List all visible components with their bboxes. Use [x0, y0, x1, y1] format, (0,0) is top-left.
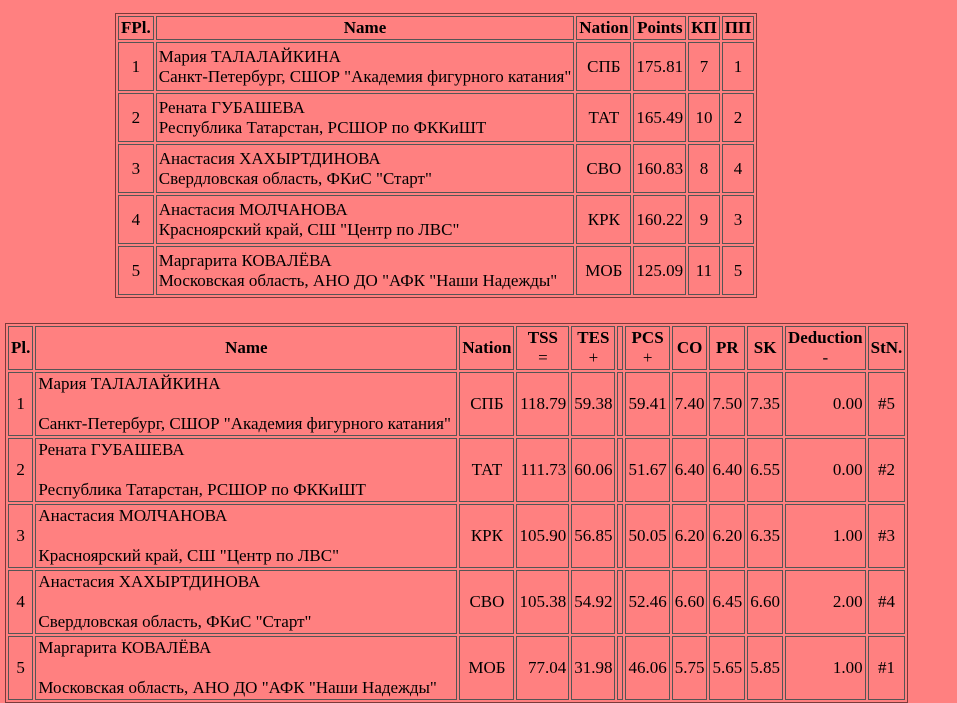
athlete-name: Рената ГУБАШЕВА — [38, 440, 185, 459]
co-cell: 6.40 — [672, 438, 708, 502]
sk-cell: 7.35 — [747, 372, 783, 436]
header-pl: Pl. — [8, 326, 33, 370]
athlete-name: Мария ТАЛАЛАЙКИНА — [158, 46, 341, 66]
pr-cell: 7.50 — [709, 372, 745, 436]
athlete-club: Санкт-Петербург, СШОР "Академия фигурного катания" — [158, 66, 572, 86]
header-deduction-label: Deduction — [787, 328, 863, 347]
table-row — [118, 144, 754, 193]
athlete-club: Красноярский край, СШ "Центр по ЛВС" — [158, 219, 460, 239]
athlete-club: Свердловская область, ФКиС "Старт" — [158, 168, 432, 188]
header-deduction-sign: - — [822, 348, 829, 367]
points-cell: 175.81 — [633, 42, 686, 91]
header-nation: Nation — [576, 16, 631, 40]
table-row — [118, 93, 754, 142]
header-pcs-label: PCS — [631, 328, 664, 347]
nation-cell: СВО — [459, 570, 514, 634]
athlete-club: Красноярский край, СШ "Центр по ЛВС" — [38, 546, 340, 565]
athlete-cell — [156, 93, 575, 142]
header-sk: SK — [747, 326, 783, 370]
sk-cell: 6.60 — [747, 570, 783, 634]
athlete-name: Маргарита КОВАЛЁВА — [38, 638, 212, 657]
nation-cell: МОБ — [576, 246, 631, 295]
nation-cell: ТАТ — [576, 93, 631, 142]
athlete-name: Анастасия МОЛЧАНОВА — [158, 199, 348, 219]
athlete-name: Анастасия МОЛЧАНОВА — [38, 506, 228, 525]
co-cell: 6.60 — [672, 570, 708, 634]
co-cell: 6.20 — [672, 504, 708, 568]
header-pcs — [625, 326, 669, 370]
pr-cell: 6.20 — [709, 504, 745, 568]
place-cell: 3 — [118, 144, 154, 193]
pp-cell: 1 — [722, 42, 754, 91]
nation-cell: СПБ — [459, 372, 514, 436]
header-row — [8, 326, 905, 370]
athlete-club: Санкт-Петербург, СШОР "Академия фигурного катания" — [38, 414, 451, 433]
athlete-cell — [156, 195, 575, 244]
deduction-cell: 0.00 — [785, 372, 866, 436]
place-cell: 5 — [118, 246, 154, 295]
athlete-club: Свердловская область, ФКиС "Старт" — [38, 612, 312, 631]
kp-cell: 9 — [688, 195, 720, 244]
nation-cell: ТАТ — [459, 438, 514, 502]
header-fpl: FPl. — [118, 16, 154, 40]
header-tss-label: TSS — [527, 328, 558, 347]
header-co: CO — [672, 326, 708, 370]
place-cell: 4 — [8, 570, 33, 634]
place-cell: 5 — [8, 636, 33, 700]
start-number-cell: #2 — [868, 438, 906, 502]
place-cell: 3 — [8, 504, 33, 568]
separator-cell — [617, 372, 623, 436]
header-kp: КП — [688, 16, 720, 40]
header-pp: ПП — [722, 16, 754, 40]
points-cell: 160.22 — [633, 195, 686, 244]
athlete-name: Анастасия ХАХЫРТДИНОВА — [38, 572, 261, 591]
deduction-cell: 1.00 — [785, 636, 866, 700]
kp-cell: 11 — [688, 246, 720, 295]
deduction-cell: 2.00 — [785, 570, 866, 634]
athlete-cell — [35, 504, 457, 568]
place-cell: 1 — [8, 372, 33, 436]
header-separator — [617, 326, 623, 370]
kp-cell: 8 — [688, 144, 720, 193]
separator-cell — [617, 570, 623, 634]
pp-cell: 2 — [722, 93, 754, 142]
header-pcs-sign: + — [642, 348, 653, 367]
nation-cell: СПБ — [576, 42, 631, 91]
separator-cell — [617, 504, 623, 568]
sk-cell: 6.35 — [747, 504, 783, 568]
co-cell: 7.40 — [672, 372, 708, 436]
athlete-cell — [35, 372, 457, 436]
header-name: Name — [35, 326, 457, 370]
athlete-club: Московская область, АНО ДО "АФК "Наши Надежды" — [38, 678, 437, 697]
header-tes — [571, 326, 615, 370]
place-cell: 4 — [118, 195, 154, 244]
header-row — [118, 16, 754, 40]
table-row — [118, 42, 754, 91]
header-pr: PR — [709, 326, 745, 370]
deduction-cell: 1.00 — [785, 504, 866, 568]
pcs-cell: 46.06 — [625, 636, 669, 700]
athlete-club: Республика Татарстан, РСШОР по ФККиШТ — [38, 480, 366, 499]
athlete-name: Рената ГУБАШЕВА — [158, 97, 305, 117]
athlete-cell — [156, 42, 575, 91]
start-number-cell: #4 — [868, 570, 906, 634]
table-row — [8, 438, 905, 502]
nation-cell: КРК — [459, 504, 514, 568]
sk-cell: 5.85 — [747, 636, 783, 700]
tes-cell: 60.06 — [571, 438, 615, 502]
athlete-club: Московская область, АНО ДО "АФК "Наши Надежды" — [158, 270, 558, 290]
kp-cell: 10 — [688, 93, 720, 142]
athlete-cell — [156, 246, 575, 295]
pr-cell: 5.65 — [709, 636, 745, 700]
nation-cell: СВО — [576, 144, 631, 193]
tes-cell: 31.98 — [571, 636, 615, 700]
tss-cell: 105.90 — [516, 504, 569, 568]
co-cell: 5.75 — [672, 636, 708, 700]
start-number-cell: #3 — [868, 504, 906, 568]
header-tss-sign: = — [538, 348, 548, 367]
tss-cell: 118.79 — [516, 372, 569, 436]
pcs-cell: 59.41 — [625, 372, 669, 436]
place-cell: 1 — [118, 42, 154, 91]
header-name: Name — [156, 16, 575, 40]
start-number-cell: #1 — [868, 636, 906, 700]
table-row — [118, 246, 754, 295]
pcs-cell: 52.46 — [625, 570, 669, 634]
pp-cell: 4 — [722, 144, 754, 193]
separator-cell — [617, 438, 623, 502]
points-cell: 165.49 — [633, 93, 686, 142]
header-tes-label: TES — [577, 328, 610, 347]
tss-cell: 105.38 — [516, 570, 569, 634]
pcs-cell: 50.05 — [625, 504, 669, 568]
pcs-cell: 51.67 — [625, 438, 669, 502]
tss-cell: 77.04 — [516, 636, 569, 700]
kp-cell: 7 — [688, 42, 720, 91]
athlete-cell — [35, 570, 457, 634]
separator-cell — [617, 636, 623, 700]
header-stn: StN. — [868, 326, 906, 370]
table-row — [8, 504, 905, 568]
sk-cell: 6.55 — [747, 438, 783, 502]
tss-cell: 111.73 — [516, 438, 569, 502]
table-row — [8, 636, 905, 700]
tes-cell: 54.92 — [571, 570, 615, 634]
athlete-club: Республика Татарстан, РСШОР по ФККиШТ — [158, 117, 487, 137]
header-points: Points — [633, 16, 686, 40]
athlete-name: Анастасия ХАХЫРТДИНОВА — [158, 148, 381, 168]
header-tes-sign: + — [588, 348, 599, 367]
header-deduction — [785, 326, 866, 370]
nation-cell: КРК — [576, 195, 631, 244]
pr-cell: 6.40 — [709, 438, 745, 502]
table-row — [8, 570, 905, 634]
segment-results-table — [5, 323, 908, 703]
place-cell: 2 — [8, 438, 33, 502]
tes-cell: 59.38 — [571, 372, 615, 436]
deduction-cell: 0.00 — [785, 438, 866, 502]
table-row — [8, 372, 905, 436]
athlete-name: Маргарита КОВАЛЁВА — [158, 250, 332, 270]
athlete-cell — [35, 636, 457, 700]
points-cell: 125.09 — [633, 246, 686, 295]
start-number-cell: #5 — [868, 372, 906, 436]
final-standings-table — [115, 13, 757, 298]
header-tss — [516, 326, 569, 370]
place-cell: 2 — [118, 93, 154, 142]
nation-cell: МОБ — [459, 636, 514, 700]
points-cell: 160.83 — [633, 144, 686, 193]
header-nation: Nation — [459, 326, 514, 370]
table-row — [118, 195, 754, 244]
pp-cell: 3 — [722, 195, 754, 244]
tes-cell: 56.85 — [571, 504, 615, 568]
athlete-cell — [156, 144, 575, 193]
pp-cell: 5 — [722, 246, 754, 295]
athlete-cell — [35, 438, 457, 502]
pr-cell: 6.45 — [709, 570, 745, 634]
athlete-name: Мария ТАЛАЛАЙКИНА — [38, 374, 221, 393]
